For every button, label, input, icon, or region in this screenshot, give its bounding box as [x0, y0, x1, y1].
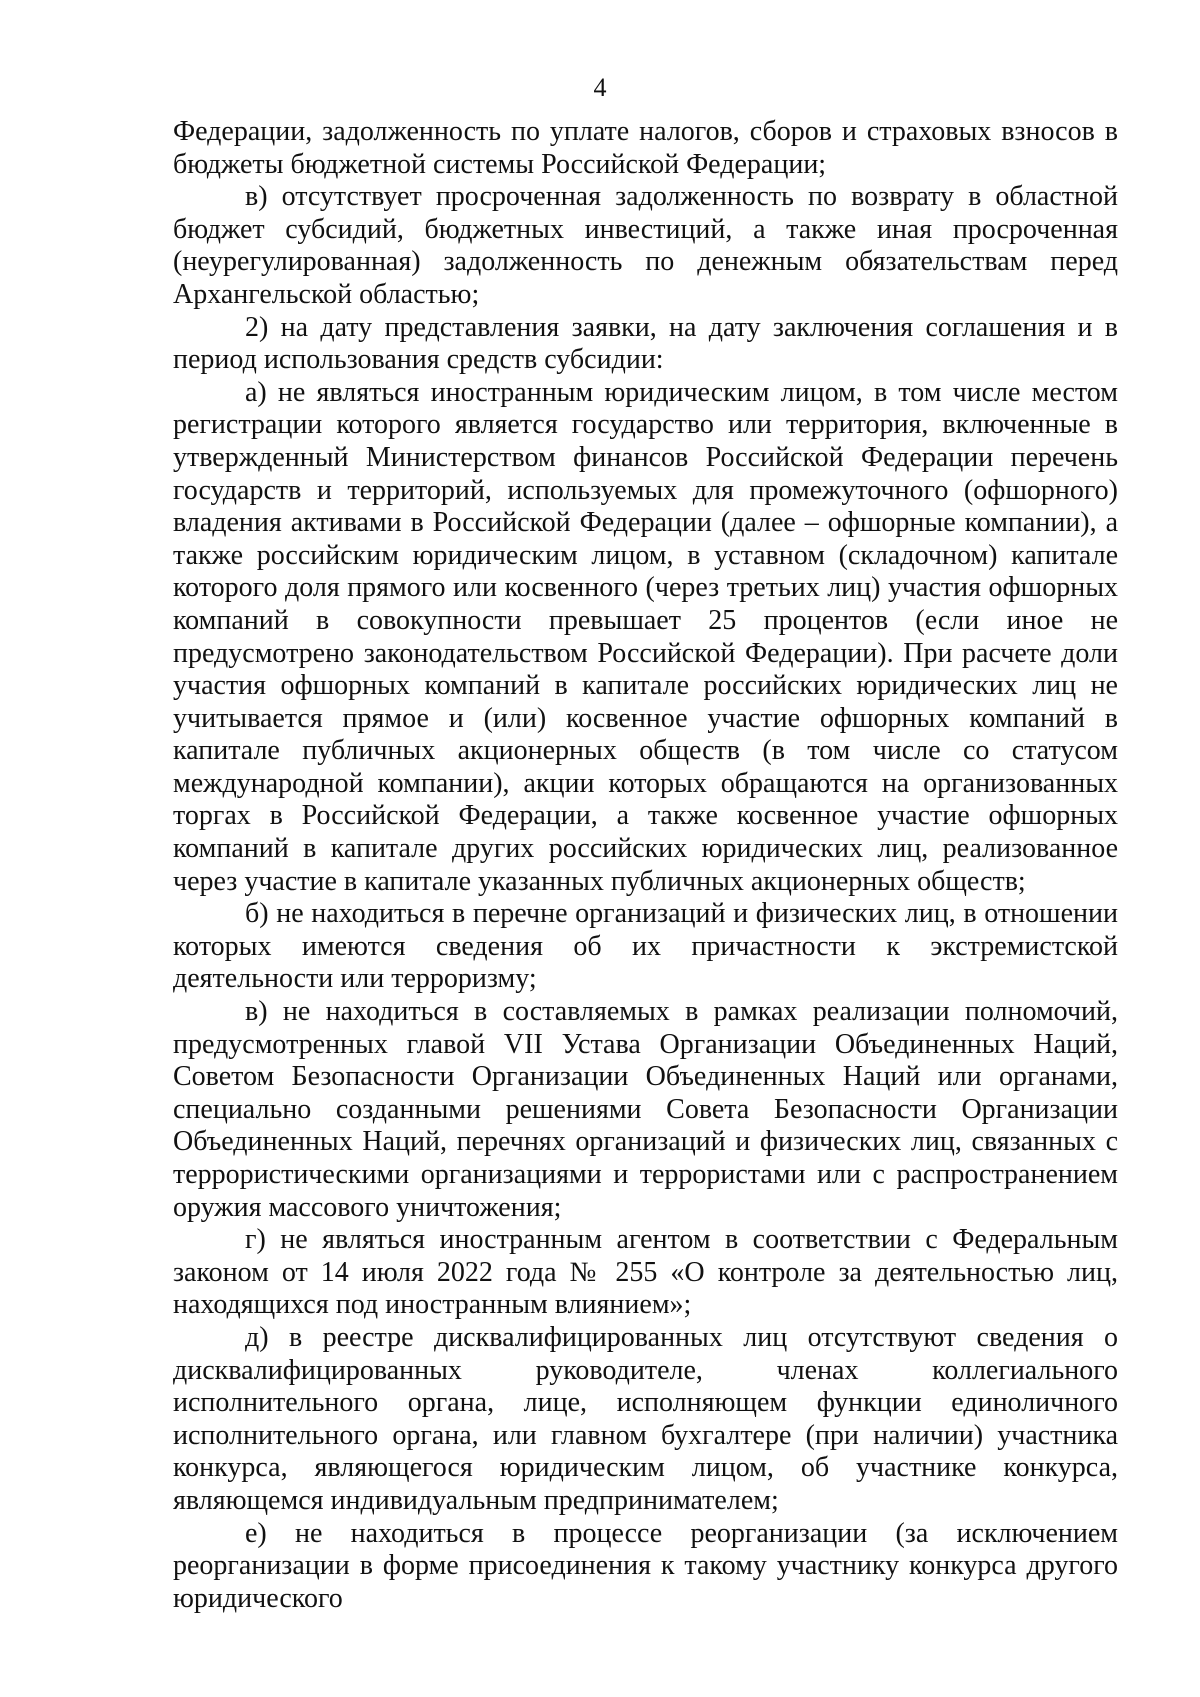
paragraph-item-g-foreign-agent: г) не являться иностранным агентом в соответствии с Федеральным законом от 14 июля 2022 года № 255 «О контроле за деятельностью лиц, находящихся под иностранным влиянием»; — [173, 1224, 1118, 1321]
paragraph-item-e-reorganization: е) не находиться в процессе реорганизации (за исключением реорганизации в форме присоединения к такому участнику конкурса другого юридического — [173, 1517, 1118, 1614]
paragraph-continuation: Федерации, задолженность по уплате налогов, сборов и страховых взносов в бюджеты бюджетной системы Российской Федерации; — [173, 116, 1118, 180]
paragraph-item-2: 2) на дату представления заявки, на дату заключения соглашения и в период использования средств субсидии: — [173, 311, 1118, 376]
paragraph-item-d-disqualified: д) в реестре дисквалифицированных лиц отсутствуют сведения о дисквалифицированных руководителе, членах коллегиального исполнительного органа, лице, исполняющем функции единоличного исполнительного органа, или главном бухгалтере (при наличии) участника конкурса, являющегося юридическим лицом, об участнике конкурса, являющемся индивидуальным предпринимателем; — [173, 1321, 1118, 1516]
paragraph-item-v-un-lists: в) не находиться в составляемых в рамках реализации полномочий, предусмотренных главой VII Устава Организации Объединенных Наций, Советом Безопасности Организации Объединенных Наций или органами, специально созданными решениями Совета Безопасности Организации Объединенных Наций, перечнях организаций и физических лиц, связанных с террористическими организациями и террористами или с распространением оружия массового уничтожения; — [173, 996, 1118, 1223]
document-body — [173, 116, 1118, 1615]
paragraph-item-a-offshore: а) не являться иностранным юридическим лицом, в том числе местом регистрации которого является государство или территория, включенные в утвержденный Министерством финансов Российской Федерации перечень государств и территорий, используемых для промежуточного (офшорного) владения активами в Российской Федерации (далее – офшорные компании), а также российским юридическим лицом, в уставном (складочном) капитале которого доля прямого или косвенного (через третьих лиц) участия офшорных компаний в совокупности превышает 25 процентов (если иное не предусмотрено законодательством Российской Федерации). При расчете доли участия офшорных компаний в капитале российских юридических лиц не учитывается прямое и (или) косвенное участие офшорных компаний в капитале публичных акционерных обществ (в том числе со статусом международной компании), акции которых обращаются на организованных торгах в Российской Федерации, а также косвенное участие офшорных компаний в капитале других российских юридических лиц, реализованное через участие в капитале указанных публичных акционерных обществ; — [173, 376, 1118, 897]
paragraph-item-v-debt: в) отсутствует просроченная задолженность по возврату в областной бюджет субсидий, бюджетных инвестиций, а также иная просроченная (неурегулированная) задолженность по денежным обязательствам перед Архангельской областью; — [173, 181, 1118, 310]
page-number: 4 — [593, 73, 607, 102]
paragraph-item-b-extremism: б) не находиться в перечне организаций и физических лиц, в отношении которых имеются сведения об их причастности к экстремистской деятельности или терроризму; — [173, 898, 1118, 995]
